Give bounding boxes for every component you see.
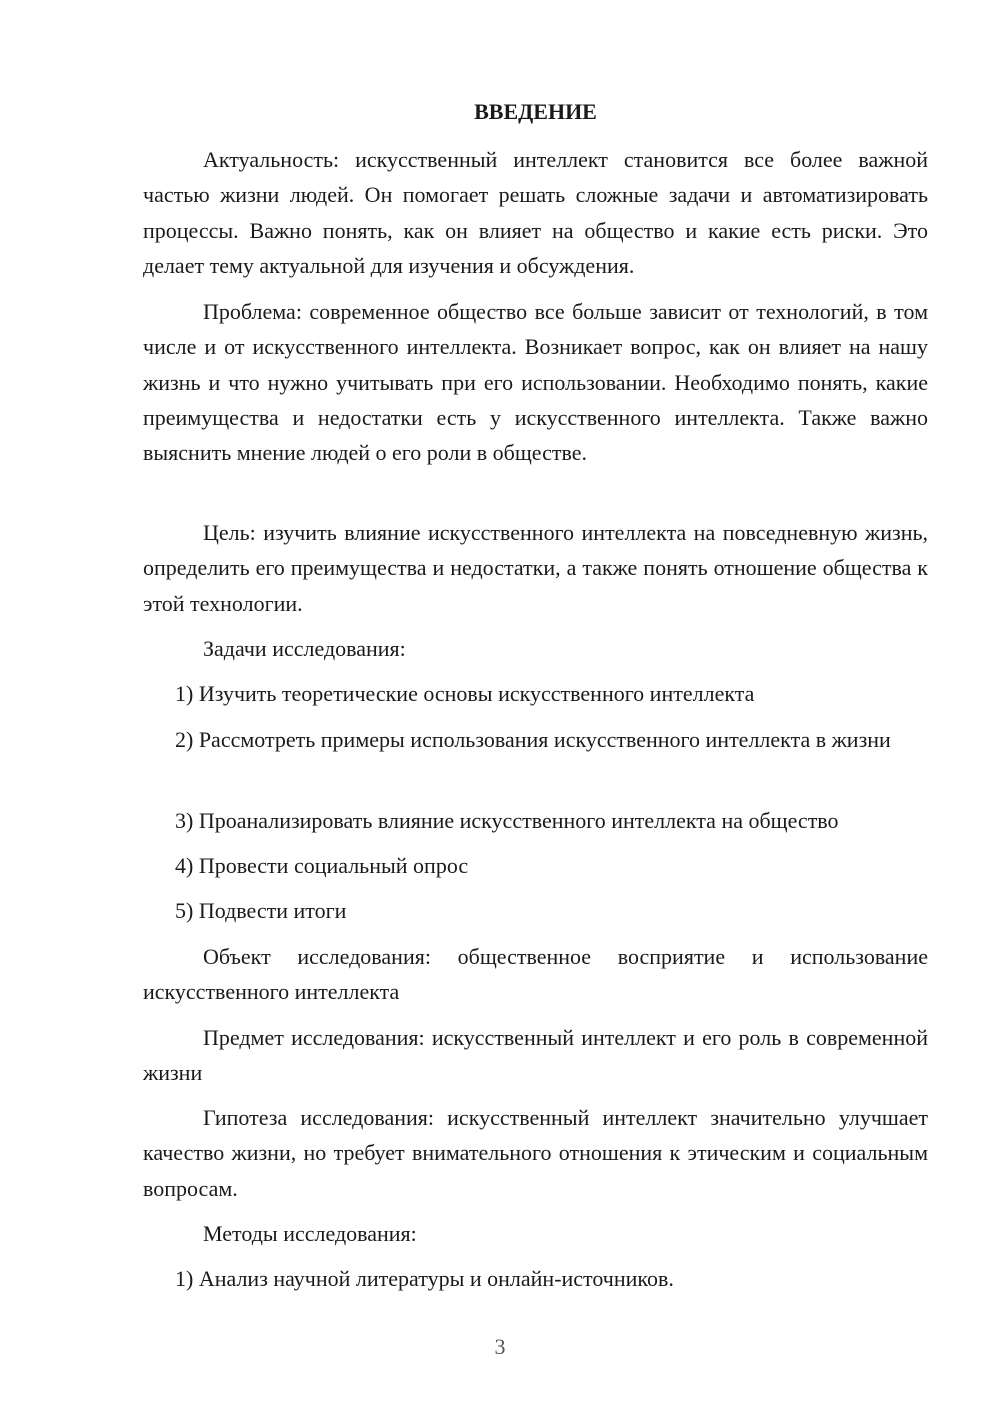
paragraph-subject: Предмет исследования: искусственный интеллект и его роль в современной жизни [143, 1025, 928, 1086]
methods-label: Методы исследования: [203, 1221, 417, 1246]
paragraph-object: Объект исследования: общественное восприятие и использование искусственного интеллекта [143, 944, 928, 1005]
tasks-label: Задачи исследования: [203, 636, 406, 661]
paragraph-hypothesis: Гипотеза исследования: искусственный интеллект значительно улучшает качество жизни, но требует внимательного отношения к этическим и социальным вопросам. [143, 1105, 928, 1201]
task-item: 1) Изучить теоретические основы искусственного интеллекта [175, 681, 755, 706]
task-item: 5) Подвести итоги [175, 898, 347, 923]
section-heading: ВВЕДЕНИЕ [474, 99, 597, 124]
task-item: 2) Рассмотреть примеры использования искусственного интеллекта в жизни [175, 727, 891, 752]
method-item: 1) Анализ научной литературы и онлайн-источников. [175, 1266, 674, 1291]
paragraph-goal: Цель: изучить влияние искусственного интеллекта на повседневную жизнь, определить его преимущества и недостатки, а также понять отношение общества к этой технологии. [143, 520, 928, 616]
task-item: 4) Провести социальный опрос [175, 853, 469, 878]
task-item: 3) Проанализировать влияние искусственного интеллекта на общество [175, 808, 839, 833]
paragraph-problem: Проблема: современное общество все больше зависит от технологий, в том числе и от искусственного интеллекта. Возникает вопрос, как он влияет на нашу жизнь и что нужно учитывать при его использовании. Необходимо понять, какие преимущества и недостатки есть у искусственного интеллекта. Также важно выяснить мнение людей о его роли в обществе. [143, 299, 928, 466]
page-number: 3 [494, 1334, 506, 1359]
paragraph-relevance: Актуальность: искусственный интеллект становится все более важной частью жизни людей. Он помогает решать сложные задачи и автоматизировать процессы. Важно понять, как он влияет на общество и какие есть риски. Это делает тему актуальной для изучения и обсуждения. [143, 147, 928, 278]
